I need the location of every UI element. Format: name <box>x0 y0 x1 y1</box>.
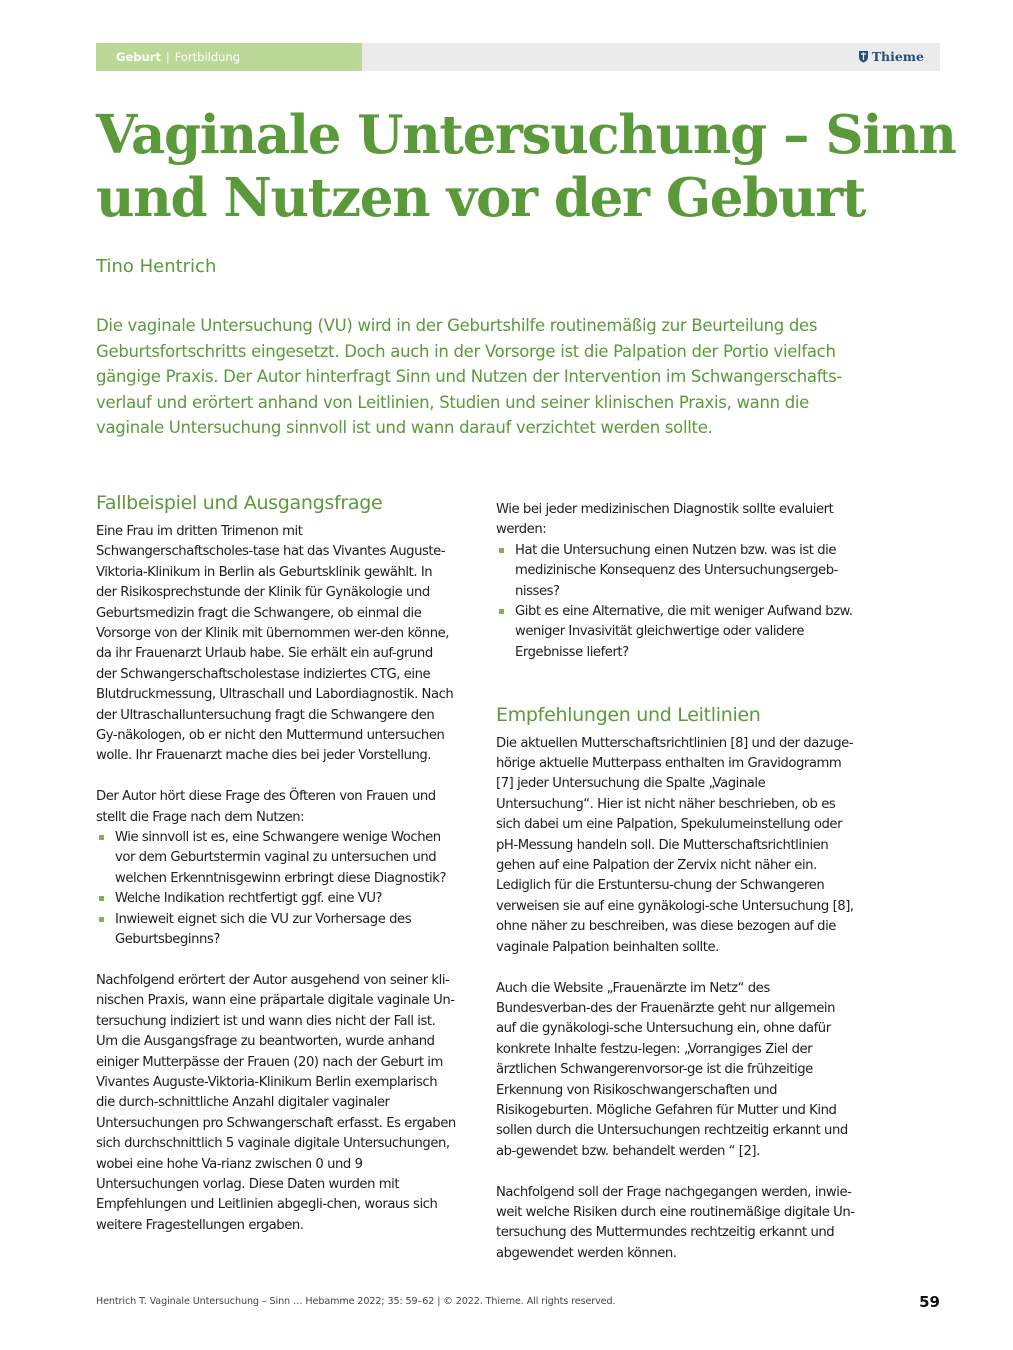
bullet-list <box>496 541 856 663</box>
bullet-icon <box>99 896 104 901</box>
bullet-icon <box>99 917 104 922</box>
list-item <box>496 602 856 663</box>
bullet-icon <box>99 835 104 840</box>
subsection-name: Fortbildung <box>174 50 241 64</box>
bullet-icon <box>499 609 504 614</box>
list-item-text: Hat die Untersuchung einen Nutzen bzw. was ist die medizinische Konsequenz des Untersuchungsergeb-nisses? <box>515 542 838 599</box>
page-number: 59 <box>919 1293 940 1311</box>
section-label <box>96 43 362 71</box>
paragraph: Nachfolgend soll der Frage nachgegangen werden, inwie-weit welche Risiken durch eine routinemäßige digitale Un-tersuchung des Muttermundes rechtzeitig erkannt und abgewendet werden können. <box>496 1184 855 1261</box>
paragraph: Wie bei jeder medizinischen Diagnostik sollte evaluiert werden: <box>496 502 834 538</box>
section-name: Geburt <box>116 50 161 64</box>
list-item-text: Wie sinnvoll ist es, eine Schwangere wenige Wochen vor dem Geburtstermin vaginal zu untersuchen und welchen Erkenntnisgewinn erbringt diese Diagnostik? <box>115 830 446 886</box>
publisher-logo <box>858 43 924 71</box>
bullet-list <box>96 828 456 950</box>
section-heading-empfehlungen: Empfehlungen und Leitlinien <box>496 703 761 726</box>
header-bar <box>96 43 940 71</box>
list-item <box>96 889 456 909</box>
article-lead: Die vaginale Untersuchung (VU) wird in der Geburtshilfe routinemäßig zur Beurteilung des Geburtsfortschritts eingesetzt. Doch auch in der Vorsorge ist die Palpation der Portio vielfach gängige Praxis. Der Autor hinterfragt Sinn und Nutzen der Intervention im Schwangerschafts-verlauf und erörtert anhand von Leitlinien, Studien und seiner klinischen Praxis, wann die vaginale Untersuchung sinnvoll ist und wann darauf verzichtet werden sollte. <box>96 316 843 438</box>
paragraph: Die aktuellen Mutterschaftsrichtlinien [8] und der dazuge-hörige aktuelle Mutterpass enthalten im Gravidogramm [7] jeder Untersuchung die Spalte „Vaginale Untersuchung“. Hier ist nicht näher beschrieben, ob es sich dabei um eine Palpation, Spekulumeinstellung oder pH-Messung handeln soll. Die Mutterschaftsrichtlinien gehen auf eine Palpation der Zervix nicht näher ein. Lediglich für die Erstuntersu-chung der Schwangeren verweisen sie auf eine gynäkologi-sche Untersuchung [8], ohne näher zu beschreiben, was diese bezogen auf die vaginale Palpation beinhalten sollte. <box>496 735 854 955</box>
bullet-icon <box>499 548 504 553</box>
article-author: Tino Hentrich <box>96 256 217 277</box>
paragraph: Nachfolgend erörtert der Autor ausgehend von seiner kli-nischen Praxis, wann eine präpartale digitale vaginale Un-tersuchung indiziert ist und wann dies nicht der Fall ist. Um die Ausgangsfrage zu beantworten, wurde anhand einiger Mutterpässe der Frauen (20) nach der Geburt im Vivantes Auguste-Viktoria-Klinikum Berlin exemplarisch die durch-schnittliche Anzahl digitaler vaginaler Untersuchungen pro Schwangerschaft erfasst. Es ergaben sich durchschnittlich 5 vaginale digitale Untersuchungen, wobei eine hohe Va-rianz zwischen 0 und 9 Untersuchungen vorlag. Diese Daten wurden mit Empfehlungen und Leitlinien abgegli-chen, woraus sich weitere Fragestellungen ergaben. <box>96 972 456 1233</box>
left-column <box>96 490 456 1257</box>
list-item-text: Welche Indikation rechtfertigt ggf. eine VU? <box>115 891 383 907</box>
section-separator: | <box>165 50 170 64</box>
right-column <box>496 500 856 1285</box>
paragraph: Eine Frau im dritten Trimenon mit Schwangerschaftscholes-tase hat das Vivantes Auguste-Viktoria-Klinikum in Berlin als Geburtsklinik gewählt. In der Risikosprechstunde der Klinik für Gynäkologie und Geburtsmedizin fragt die Schwangere, ob einmal die Vorsorge von der Klinik mit übernommen wer-den könne, da ihr Frauenarzt Urlaub habe. Sie erhält ein auf-grund der Schwangerschaftscholestase indiziertes CTG, eine Blutdruckmessung, Ultraschall und Labordiagnostik. Nach der Ultraschalluntersuchung fragt die Schwangere den Gy-näkologen, ob er nicht den Muttermund untersuchen wolle. Ihr Frauenarzt mache dies bei jeder Vorstellung. <box>96 524 454 764</box>
list-item <box>96 828 456 889</box>
thieme-emblem-icon <box>858 50 869 63</box>
list-item <box>96 910 456 951</box>
list-item-text: Inwieweit eignet sich die VU zur Vorhersage des Geburtsbeginns? <box>115 911 412 948</box>
article-title: Vaginale Untersuchung – Sinn und Nutzen vor der Geburt <box>96 104 956 229</box>
paragraph: Der Autor hört diese Frage des Öfteren von Frauen und stellt die Frage nach dem Nutzen: <box>96 789 436 825</box>
publisher-name: Thieme <box>871 49 924 64</box>
section-heading-fallbeispiel: Fallbeispiel und Ausgangsfrage <box>96 492 383 514</box>
list-item <box>496 541 856 602</box>
paragraph: Auch die Website „Frauenärzte im Netz“ des Bundesverban-des der Frauenärzte geht nur allgemein auf die gynäkologi-sche Untersuchung ein, ohne dafür konkrete Inhalte festzu-legen: „Vorrangiges Ziel der ärztlichen Schwangerenvorsor-ge ist die frühzeitige Erkennung von Risikoschwangerschaften und Risikogeburten. Mögliche Gefahren für Mutter und Kind sollen durch die Untersuchungen rechtzeitig erkannt und ab-gewendet bzw. behandelt werden “ [2]. <box>496 980 848 1159</box>
citation-footer: Hentrich T. Vaginale Untersuchung – Sinn … Hebamme 2022; 35: 59–62 | © 2022. Thieme. All rights reserved. <box>96 1296 616 1307</box>
spacer <box>496 684 856 702</box>
list-item-text: Gibt es eine Alternative, die mit weniger Aufwand bzw. weniger Invasivität gleichwertige oder validere Ergebnisse liefert? <box>515 604 853 660</box>
